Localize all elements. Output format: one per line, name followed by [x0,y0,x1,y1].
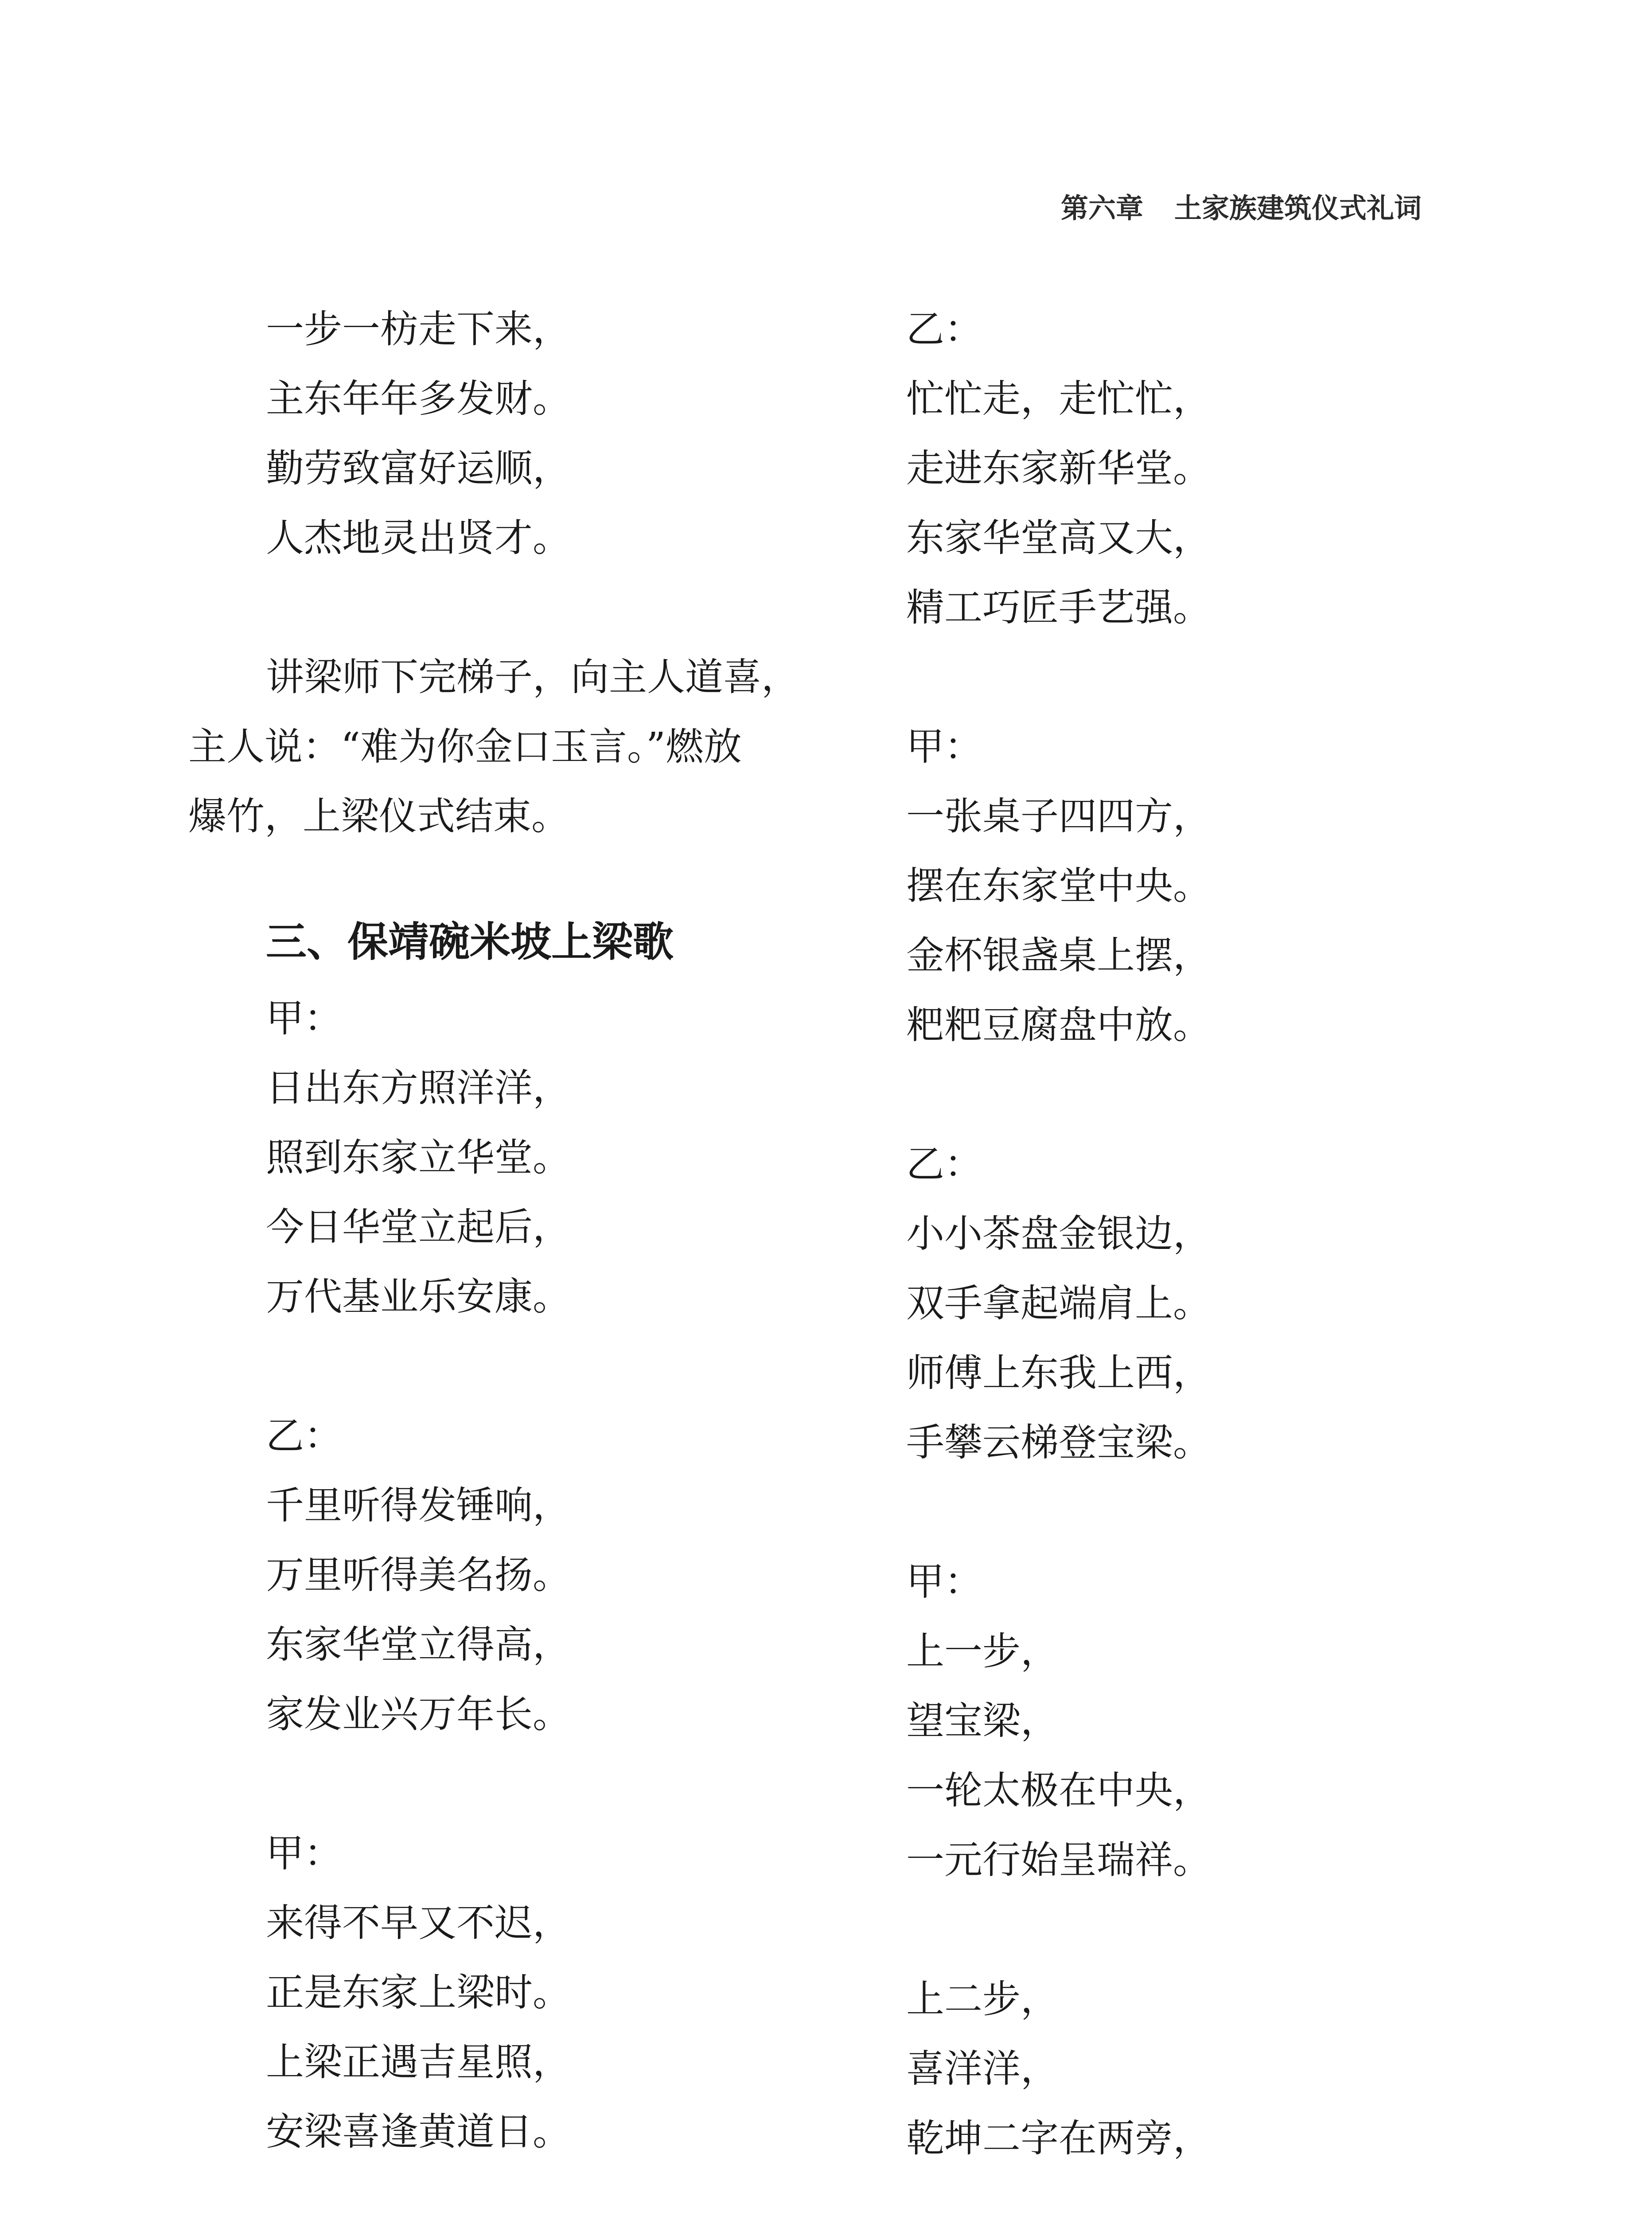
verse-line: 一张桌子四四方， [906,794,1211,839]
verse-line: 上梁正遇吉星照， [266,2040,571,2084]
verse-line: 来得不早又不迟， [266,1901,571,1945]
verse-line: 手攀云梯登宝梁。 [906,1420,1211,1465]
verse-line: 粑粑豆腐盘中放。 [906,1003,1211,1047]
verse-line: 东家华堂立得高， [266,1623,571,1667]
verse-line: 走进东家新华堂。 [906,446,1211,491]
verse-line: 望宝梁， [906,1699,1059,1743]
verse-line: 摆在东家堂中央。 [906,864,1211,908]
verse-line: 万代基业乐安康。 [266,1275,571,1319]
verse-line: 师傅上东我上西， [906,1351,1211,1395]
chapter-title: 土家族建筑仪式礼词 [1174,192,1422,224]
prose-line: 主人说：“难为你金口玉言。”燃放 [188,725,742,769]
speaker-label: 乙： [906,1142,982,1186]
verse-line: 家发业兴万年长。 [266,1692,571,1736]
running-header [1061,186,1422,226]
speaker-label: 乙： [266,1414,342,1458]
verse-line: 万里听得美名扬。 [266,1553,571,1597]
verse-line: 喜洋洋， [906,2047,1059,2091]
prose-line: 讲梁师下完梯子，向主人道喜， [266,655,799,699]
speaker-label: 甲： [906,1560,982,1604]
verse-line: 勤劳致富好运顺， [266,446,571,491]
verse-line: 小小茶盘金银边， [906,1212,1211,1256]
verse-line: 照到东家立华堂。 [266,1135,571,1180]
prose-line: 爆竹，上梁仪式结束。 [188,794,569,839]
verse-line: 上一步， [906,1629,1059,1674]
section-heading: 三、保靖碗米坡上梁歌 [266,918,674,966]
speaker-label: 甲： [266,996,342,1041]
verse-line: 忙忙走，走忙忙， [906,377,1211,421]
verse-line: 正是东家上梁时。 [266,1970,571,2015]
verse-line: 精工巧匠手艺强。 [906,585,1211,630]
verse-line: 人杰地灵出贤才。 [266,516,571,560]
verse-line: 上二步， [906,1977,1059,2021]
speaker-label: 乙： [906,307,982,351]
verse-line: 日出东方照洋洋， [266,1066,571,1110]
verse-line: 千里听得发锤响， [266,1483,571,1528]
chapter-number: 第六章 [1060,192,1143,224]
verse-line: 主东年年多发财。 [266,377,571,421]
verse-line: 双手拿起端肩上。 [906,1281,1211,1326]
speaker-label: 甲： [906,725,982,769]
verse-line: 金杯银盏桌上摆， [906,933,1211,978]
verse-line: 乾坤二字在两旁， [906,2116,1211,2161]
verse-line: 一元行始呈瑞祥。 [906,1838,1211,1882]
speaker-label: 甲： [266,1831,342,1876]
verse-line: 一轮太极在中央， [906,1768,1211,1813]
verse-line: 东家华堂高又大， [906,516,1211,560]
verse-line: 今日华堂立起后， [266,1205,571,1249]
verse-line: 安梁喜逢黄道日。 [266,2110,571,2154]
verse-line: 一步一枋走下来， [266,307,571,351]
